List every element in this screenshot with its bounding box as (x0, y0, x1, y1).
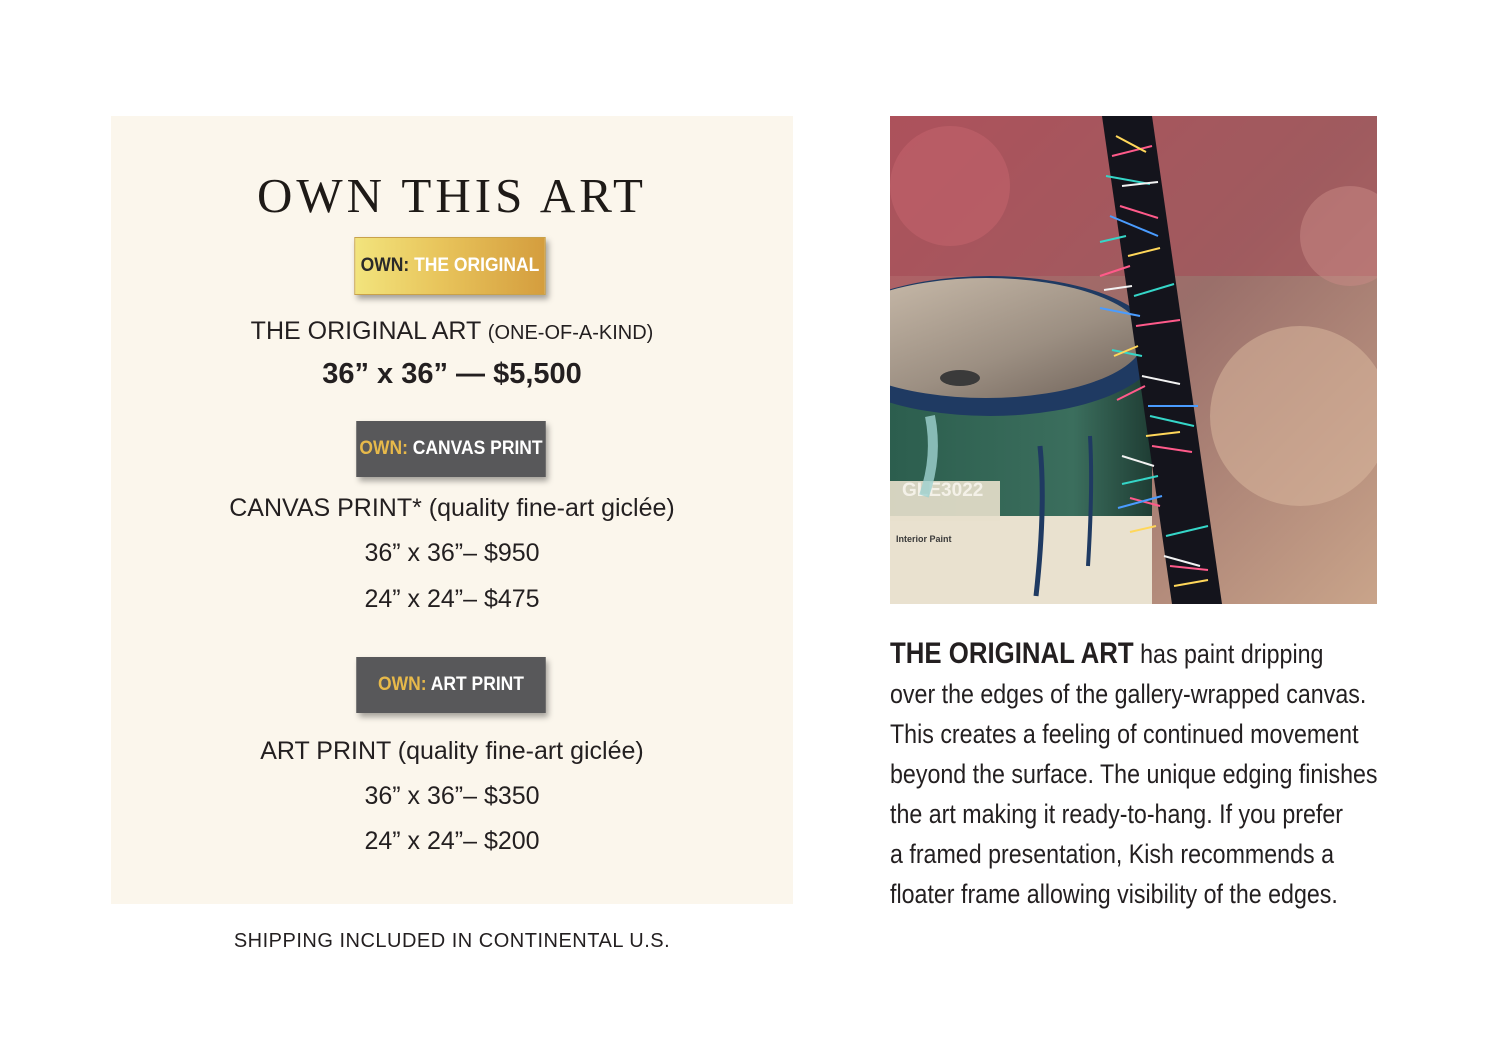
description-line: over the edges of the gallery-wrapped canvas. (890, 679, 1367, 709)
original-qualifier: (ONE-OF-A-KIND) (487, 322, 654, 344)
pricing-panel (111, 116, 793, 904)
shipping-note: SHIPPING INCLUDED IN CONTINENTAL U.S. (233, 930, 671, 952)
description-line: beyond the surface. The unique edging finishes (890, 759, 1378, 789)
paint-can-canvas-edge-image (890, 116, 1377, 604)
art-print-label: ART PRINT (quality fine-art giclée) (260, 737, 644, 765)
canvas-print-label: CANVAS PRINT* (quality fine-art giclée) (229, 494, 675, 522)
description-line: the art making it ready-to-hang. If you prefer (890, 799, 1344, 829)
artwork-description (890, 634, 1450, 914)
badge-value: CANVAS PRINT (412, 438, 543, 459)
pricing-heading: OWN THIS ART (257, 168, 647, 223)
description-line: This creates a feeling of continued movement (890, 719, 1359, 749)
badge-key: OWN: (360, 255, 410, 276)
description-line (890, 634, 1372, 674)
own-art-print-badge[interactable] (356, 657, 546, 713)
original-label: THE ORIGINAL ART (250, 317, 481, 345)
badge-value: ART PRINT (430, 674, 524, 695)
original-label-line (111, 316, 793, 348)
description-text: has paint dripping (1133, 639, 1324, 669)
art-print-option: 36” x 36”– $350 (364, 782, 540, 810)
description-lead: THE ORIGINAL ART (890, 637, 1134, 670)
can-sublabel: Interior Paint (896, 534, 952, 544)
artwork-photo (890, 116, 1377, 604)
canvas-print-option: 24” x 24”– $475 (364, 585, 540, 613)
original-price: 36” x 36” — $5,500 (322, 358, 582, 390)
own-canvas-print-badge[interactable] (356, 421, 546, 477)
own-original-badge[interactable] (354, 237, 545, 295)
description-line: floater frame allowing visibility of the edges. (890, 879, 1338, 909)
description-line: a framed presentation, Kish recommends a (890, 839, 1334, 869)
badge-key: OWN: (359, 438, 408, 459)
canvas-print-option: 36” x 36”– $950 (364, 539, 540, 567)
can-label: GLE3022 (902, 480, 984, 501)
badge-key: OWN: (378, 674, 427, 695)
art-print-option: 24” x 24”– $200 (364, 827, 540, 855)
badge-value: THE ORIGINAL (414, 255, 540, 276)
